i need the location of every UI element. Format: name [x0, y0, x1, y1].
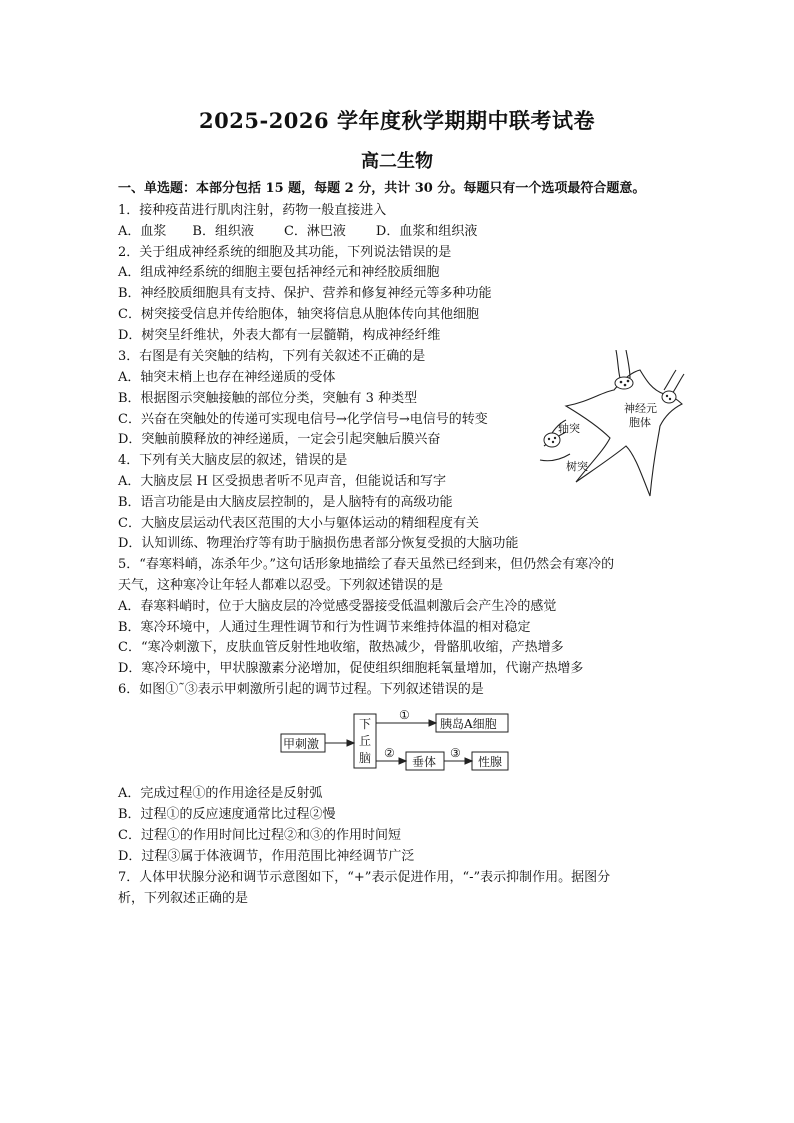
- option-c: C．淋巴液: [283, 224, 346, 239]
- process-mark-1: ①: [399, 708, 410, 722]
- option-b: B．寒冷环境中，人通过生理性调节和行为性调节来维持体温的相对稳定: [118, 620, 531, 635]
- option-b: B．过程①的反应速度通常比过程②慢: [118, 807, 336, 822]
- option-d: D．认知训练、物理治疗等有助于脑损伤患者部分恢复受损的大脑功能: [118, 536, 519, 551]
- option-a: A．血浆: [118, 224, 167, 239]
- process-mark-3: ③: [450, 746, 461, 760]
- option-b: B．语言功能是由大脑皮层控制的，是人脑特有的高级功能: [118, 495, 453, 510]
- question-7-stem-cont: 析，下列叙述正确的是: [118, 891, 249, 906]
- option-d: D．寒冷环境中，甲状腺激素分泌增加，促使组织细胞耗氧量增加，代谢产热增多: [118, 661, 584, 676]
- question-1-stem: 1．接种疫苗进行肌肉注射，药物一般直接进入: [118, 203, 387, 218]
- soma-label-line2: 胞体: [629, 416, 651, 429]
- option-d: D．突触前膜释放的神经递质，一定会引起突触后膜兴奋: [118, 432, 441, 447]
- soma-label-line1: 神经元: [624, 402, 657, 415]
- hypothalamus-label-3: 脑: [359, 751, 372, 765]
- hypothalamus-label-2: 丘: [359, 734, 372, 748]
- option-a: A．完成过程①的作用途径是反射弧: [118, 786, 323, 801]
- option-c: C．兴奋在突触处的传递可实现电信号→化学信号→电信号的转变: [118, 412, 488, 427]
- option-c: C．过程①的作用时间比过程②和③的作用时间短: [118, 828, 401, 843]
- question-1-options: [118, 223, 477, 241]
- question-5-stem: 5．“春寒料峭，冻杀年少。”这句话形象地描绘了春天虽然已经到来，但仍然会有寒冷的: [118, 557, 615, 572]
- synaptic-knob: [662, 391, 676, 403]
- option-c: C．树突接受信息并传给胞体，轴突将信息从胞体传向其他细胞: [118, 307, 479, 322]
- dendrite-label: 树突: [566, 460, 588, 473]
- question-2-stem: 2．关于组成神经系统的细胞及其功能，下列说法错误的是: [118, 245, 452, 260]
- hypothalamus-label-1: 下: [359, 717, 372, 731]
- question-7-stem: 7．人体甲状腺分泌和调节示意图如下，“+”表示促进作用，“-”表示抑制作用。据图分: [118, 870, 611, 885]
- stimulus-label: 甲刺激: [283, 737, 320, 751]
- option-a: A．轴突末梢上也存在神经递质的受体: [118, 370, 336, 385]
- question-6-stem: 6．如图①˜③表示甲刺激所引起的调节过程。下列叙述错误的是: [118, 682, 484, 697]
- islet-a-cell-label: 胰岛A细胞: [440, 717, 497, 731]
- option-a: A．春寒料峭时，位于大脑皮层的冷觉感受器接受低温刺激后会产生冷的感觉: [118, 599, 557, 614]
- option-b: B．根据图示突触接触的部位分类，突触有 3 种类型: [118, 391, 418, 406]
- exam-subject: 高二生物: [361, 151, 433, 172]
- synaptic-knob: [615, 377, 633, 389]
- regulation-diagram: [280, 708, 520, 776]
- question-3-stem: 3．右图是有关突触的结构，下列有关叙述不正确的是: [118, 349, 426, 364]
- axon-label: 轴突: [558, 422, 580, 435]
- section-heading: 一、单选题：本部分包括 15 题，每题 2 分，共计 30 分。每题只有一个选项最符合题意。: [118, 181, 646, 196]
- option-c: C．“寒冷刺激下，皮肤血管反射性地收缩，散热减少，骨骼肌收缩，产热增多: [118, 640, 564, 655]
- option-b: B．神经胶质细胞具有支持、保护、营养和修复神经元等多种功能: [118, 286, 492, 301]
- process-mark-2: ②: [384, 746, 395, 760]
- synapse-figure: [536, 350, 686, 498]
- option-d: D．过程③属于体液调节，作用范围比神经调节广泛: [118, 849, 415, 864]
- option-b: B．组织液: [192, 224, 254, 239]
- synaptic-knob: [544, 433, 560, 447]
- option-a: A．组成神经系统的细胞主要包括神经元和神经胶质细胞: [118, 265, 440, 280]
- option-c: C．大脑皮层运动代表区范围的大小与躯体运动的精细程度有关: [118, 516, 479, 531]
- option-d: D．树突呈纤维状，外表大都有一层髓鞘，构成神经纤维: [118, 328, 441, 343]
- question-5-stem-cont: 天气，这种寒冷让年轻人都难以忍受。下列叙述错误的是: [118, 578, 444, 593]
- question-4-stem: 4．下列有关大脑皮层的叙述，错误的是: [118, 453, 348, 468]
- gonad-label: 性腺: [478, 755, 503, 769]
- pituitary-label: 垂体: [412, 755, 437, 769]
- option-a: A．大脑皮层 H 区受损患者听不见声音，但能说话和写字: [118, 474, 446, 489]
- option-d: D．血浆和组织液: [375, 224, 478, 239]
- exam-title: 2025-2026 学年度秋学期期中联考试卷: [199, 108, 595, 133]
